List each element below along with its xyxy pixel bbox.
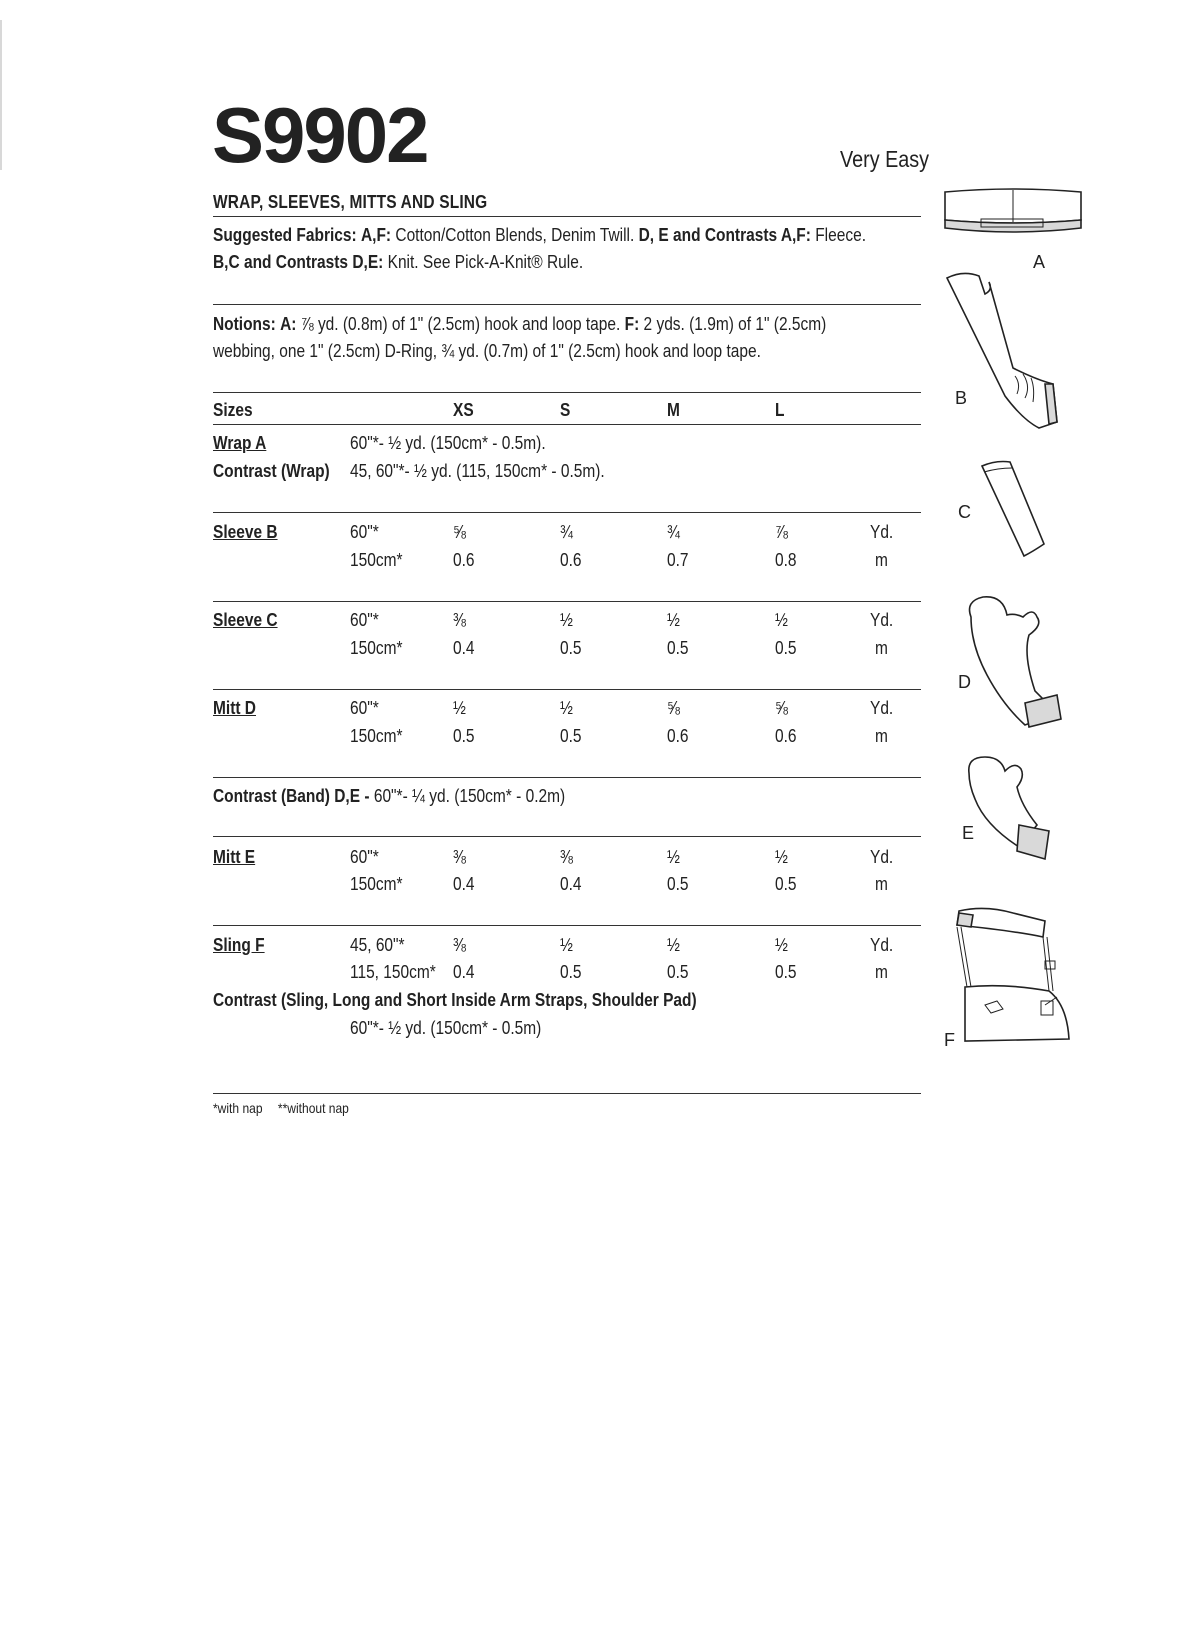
table-cell: 0.4 bbox=[453, 874, 475, 894]
table-cell: 150cm* bbox=[350, 550, 403, 570]
table-cell: 0.5 bbox=[667, 638, 689, 658]
table-cell: m bbox=[875, 550, 888, 570]
table-cell: Yd. bbox=[870, 847, 894, 867]
mitt-d-label: Mitt D bbox=[213, 698, 256, 718]
table-cell: Yd. bbox=[870, 522, 894, 542]
illustration-label-b: B bbox=[955, 388, 968, 408]
table-cell: 115, 150cm* bbox=[350, 962, 436, 982]
table-cell: 0.5 bbox=[560, 638, 582, 658]
footnote-without-nap: **without nap bbox=[277, 1100, 349, 1116]
table-cell: 0.5 bbox=[775, 962, 797, 982]
wrap-a-yardage: 60"*- ½ yd. (150cm* - 0.5m). bbox=[350, 433, 546, 453]
mitt-e-label: Mitt E bbox=[213, 847, 256, 867]
table-cell: ¾ bbox=[560, 522, 573, 542]
footnotes bbox=[213, 1100, 361, 1116]
table-cell: 150cm* bbox=[350, 726, 403, 746]
illustration-label-f: F bbox=[944, 1030, 955, 1050]
table-cell: 60"* bbox=[350, 522, 379, 542]
divider bbox=[213, 216, 921, 217]
illustration-label-e: E bbox=[962, 823, 975, 843]
illustration-label-d: D bbox=[958, 672, 971, 692]
size-col-s: S bbox=[560, 400, 571, 420]
table-cell: 60"* bbox=[350, 610, 379, 630]
divider bbox=[213, 304, 921, 305]
table-cell: ½ bbox=[667, 610, 680, 630]
table-cell: 0.5 bbox=[667, 962, 689, 982]
divider bbox=[213, 1093, 921, 1094]
sling-f-illustration bbox=[945, 905, 1075, 1045]
table-cell: m bbox=[875, 726, 888, 746]
divider bbox=[213, 777, 921, 778]
table-cell: ⅜ bbox=[453, 610, 466, 630]
notions-line-1: Notions: A: ⅞ yd. (0.8m) of 1" (2.5cm) hook and loop tape. F: 2 yds. (1.9m) of 1" (2.5cm) bbox=[213, 314, 827, 334]
divider bbox=[213, 601, 921, 602]
footnote-with-nap: *with nap bbox=[213, 1100, 263, 1116]
table-cell: m bbox=[875, 874, 888, 894]
table-cell: ⅝ bbox=[667, 698, 680, 718]
table-cell: 0.4 bbox=[560, 874, 582, 894]
table-cell: ½ bbox=[667, 847, 680, 867]
table-cell: ½ bbox=[560, 698, 573, 718]
table-cell: 0.5 bbox=[775, 638, 797, 658]
table-cell: 0.5 bbox=[775, 874, 797, 894]
table-cell: 0.6 bbox=[667, 726, 689, 746]
table-cell: ⅝ bbox=[453, 522, 466, 542]
table-cell: 60"* bbox=[350, 847, 379, 867]
table-cell: ½ bbox=[775, 610, 788, 630]
difficulty-label: Very Easy bbox=[840, 146, 930, 172]
table-cell: 0.5 bbox=[560, 726, 582, 746]
table-cell: 0.8 bbox=[775, 550, 797, 570]
sling-f-label: Sling F bbox=[213, 935, 265, 955]
table-cell: ½ bbox=[667, 935, 680, 955]
table-cell: ⅜ bbox=[453, 847, 466, 867]
table-cell: 0.6 bbox=[560, 550, 582, 570]
table-cell: 0.6 bbox=[775, 726, 797, 746]
table-cell: m bbox=[875, 638, 888, 658]
divider bbox=[213, 836, 921, 837]
illustration-label-a: A bbox=[1033, 252, 1046, 272]
table-cell: 0.7 bbox=[667, 550, 689, 570]
table-cell: 0.5 bbox=[453, 726, 475, 746]
table-cell: 150cm* bbox=[350, 638, 403, 658]
sleeve-c-illustration bbox=[980, 460, 1050, 560]
table-cell: ¾ bbox=[667, 522, 680, 542]
table-cell: ⅜ bbox=[453, 935, 466, 955]
table-cell: Yd. bbox=[870, 935, 894, 955]
table-cell: Yd. bbox=[870, 698, 894, 718]
wrap-contrast-label: Contrast (Wrap) bbox=[213, 461, 330, 481]
table-cell: ½ bbox=[560, 935, 573, 955]
table-cell: ⅝ bbox=[775, 698, 788, 718]
size-col-l: L bbox=[775, 400, 785, 420]
divider bbox=[213, 512, 921, 513]
table-cell: ⅞ bbox=[775, 522, 788, 542]
table-cell: ½ bbox=[560, 610, 573, 630]
divider bbox=[213, 424, 921, 425]
illustration-label-c: C bbox=[958, 502, 971, 522]
pattern-title: WRAP, SLEEVES, MITTS AND SLING bbox=[213, 192, 488, 212]
wrap-contrast-yardage: 45, 60"*- ½ yd. (115, 150cm* - 0.5m). bbox=[350, 461, 605, 481]
mitt-d-illustration bbox=[963, 595, 1063, 735]
table-cell: ½ bbox=[775, 847, 788, 867]
wrap-a-label: Wrap A bbox=[213, 433, 267, 453]
table-cell: 150cm* bbox=[350, 874, 403, 894]
table-cell: m bbox=[875, 962, 888, 982]
sleeve-c-label: Sleeve C bbox=[213, 610, 278, 630]
table-cell: ⅜ bbox=[560, 847, 573, 867]
table-cell: Yd. bbox=[870, 610, 894, 630]
pattern-code: S9902 bbox=[212, 91, 428, 179]
table-cell: 45, 60"* bbox=[350, 935, 405, 955]
sizes-label: Sizes bbox=[213, 400, 253, 420]
sling-contrast-label: Contrast (Sling, Long and Short Inside Arm Straps, Shoulder Pad) bbox=[213, 990, 697, 1010]
sling-contrast-yardage: 60"*- ½ yd. (150cm* - 0.5m) bbox=[350, 1018, 542, 1038]
table-cell: 0.5 bbox=[667, 874, 689, 894]
wrap-a-illustration bbox=[943, 188, 1083, 240]
table-cell: 0.4 bbox=[453, 638, 475, 658]
table-cell: 60"* bbox=[350, 698, 379, 718]
table-cell: 0.5 bbox=[560, 962, 582, 982]
table-cell: 0.6 bbox=[453, 550, 475, 570]
divider bbox=[213, 689, 921, 690]
size-col-xs: XS bbox=[453, 400, 474, 420]
notions-line-2: webbing, one 1" (2.5cm) D-Ring, ¾ yd. (0.7m) of 1" (2.5cm) hook and loop tape. bbox=[213, 341, 761, 361]
contrast-band-line: Contrast (Band) D,E - 60"*- ¼ yd. (150cm* - 0.2m) bbox=[213, 786, 566, 806]
fabrics-line-2: B,C and Contrasts D,E: Knit. See Pick-A-Knit® Rule. bbox=[213, 252, 584, 272]
table-cell: ½ bbox=[453, 698, 466, 718]
divider bbox=[213, 925, 921, 926]
mitt-e-illustration bbox=[965, 755, 1065, 865]
scan-edge bbox=[0, 20, 2, 170]
sleeve-b-label: Sleeve B bbox=[213, 522, 278, 542]
size-col-m: M bbox=[667, 400, 680, 420]
table-cell: ½ bbox=[775, 935, 788, 955]
fabrics-line-1: Suggested Fabrics: A,F: Cotton/Cotton Blends, Denim Twill. D, E and Contrasts A,F: Fleece. bbox=[213, 225, 866, 245]
table-cell: 0.4 bbox=[453, 962, 475, 982]
divider bbox=[213, 392, 921, 393]
